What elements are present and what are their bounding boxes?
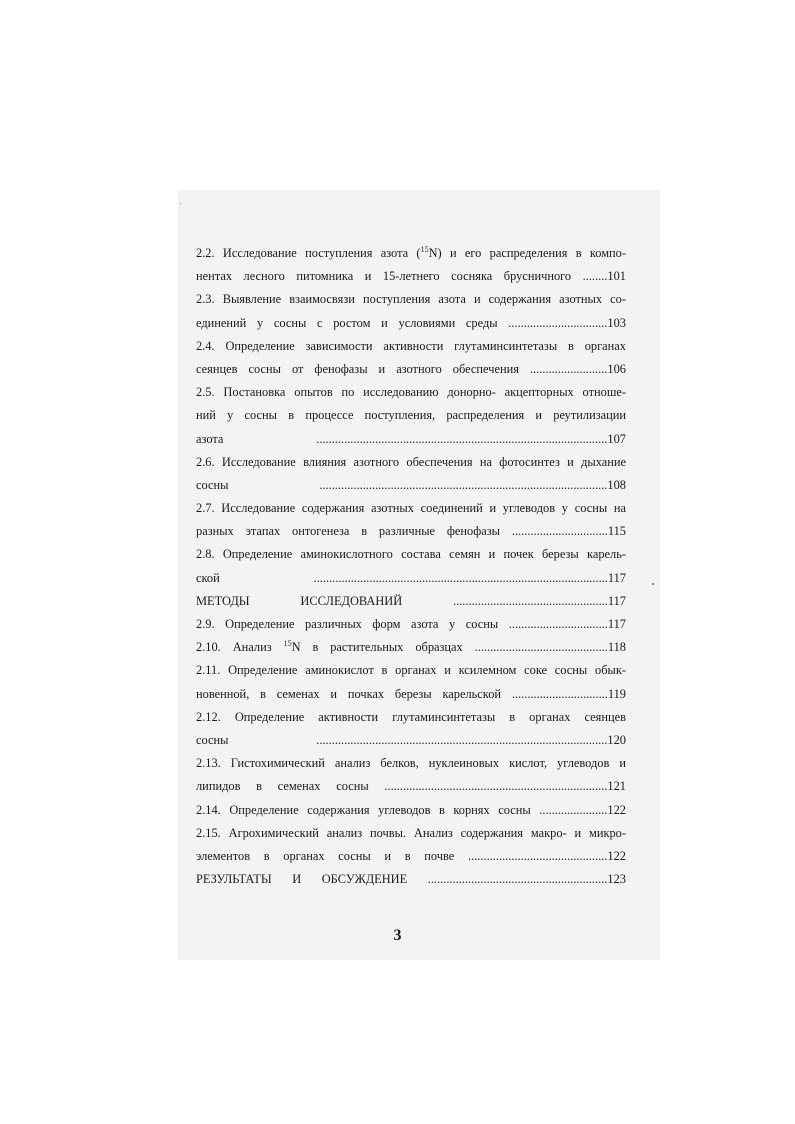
toc-section-heading: МЕТОДЫ ИССЛЕДОВАНИЙ ..................................................117 <box>196 593 626 608</box>
toc-line: 2.6. Исследование влияния азотного обеспечения на фотосинтез и дыхание <box>196 454 626 469</box>
toc-line: 2.13. Гистохимический анализ белков, нуклеиновых кислот, углеводов и <box>196 756 626 771</box>
toc-line: ской ...............................................................................................117 <box>196 570 626 585</box>
toc-line: 2.15. Агрохимический анализ почвы. Анализ содержания макро- и микро- <box>196 825 626 840</box>
scan-speck <box>180 203 181 204</box>
toc-line: сосны .............................................................................................108 <box>196 477 626 492</box>
isotope-superscript: 15 <box>283 639 292 649</box>
toc-line: разных этапах онтогенеза в различные фенофазы ...............................115 <box>196 524 626 539</box>
toc-line: азота ..............................................................................................107 <box>196 431 626 446</box>
toc-line: 2.12. Определение активности глутаминсинтетазы в органах сеянцев <box>196 709 626 724</box>
toc-line: ний у сосны в процессе поступления, распределения и реутилизации <box>196 408 626 423</box>
toc-line: сеянцев сосны от фенофазы и азотного обеспечения .........................106 <box>196 361 626 376</box>
toc-line: 2.11. Определение аминокислот в органах и ксилемном соке сосны обык- <box>196 663 626 678</box>
isotope-superscript: 15 <box>420 245 429 254</box>
toc-line: 2.7. Исследование содержания азотных соединений и углеводов у сосны на <box>196 501 626 516</box>
toc-line: 2.10. Анализ $^{15}$N в растительных образцах ...........................................118 <box>196 639 626 655</box>
toc-line: сосны ..............................................................................................120 <box>196 732 626 747</box>
toc-line: нентах лесного питомника и 15-летнего сосняка брусничного ........101 <box>196 269 626 284</box>
toc-section-heading: РЕЗУЛЬТАТЫ И ОБСУЖДЕНИЕ ..........................................................123 <box>196 872 626 887</box>
toc-line: новенной, в семенах и почках березы карельской ...............................119 <box>196 686 626 701</box>
toc-line: 2.8. Определение аминокислотного состава семян и почек березы карель- <box>196 547 626 562</box>
toc-line: единений у сосны с ростом и условиями среды ................................103 <box>196 315 626 330</box>
toc-line: 2.5. Постановка опытов по исследованию донорно- акцепторных отноше- <box>196 385 626 400</box>
toc-line: 2.14. Определение содержания углеводов в корнях сосны ......................122 <box>196 802 626 817</box>
table-of-contents <box>196 242 626 891</box>
page-number: 3 <box>393 927 402 944</box>
toc-line: 2.9. Определение различных форм азота у сосны ................................117 <box>196 617 626 631</box>
toc-line: элементов в органах сосны и в почве .............................................122 <box>196 848 626 863</box>
scan-speck <box>652 583 654 585</box>
toc-line: 2.3. Выявление взаимосвязи поступления азота и содержания азотных со- <box>196 292 626 307</box>
toc-line: 2.4. Определение зависимости активности глутаминсинтетазы в органах <box>196 338 626 353</box>
toc-line: 2.2. Исследование поступления азота ($^{15}$N) и его распределения в компо- <box>196 245 626 260</box>
toc-line: липидов в семенах сосны ........................................................................121 <box>196 779 626 794</box>
